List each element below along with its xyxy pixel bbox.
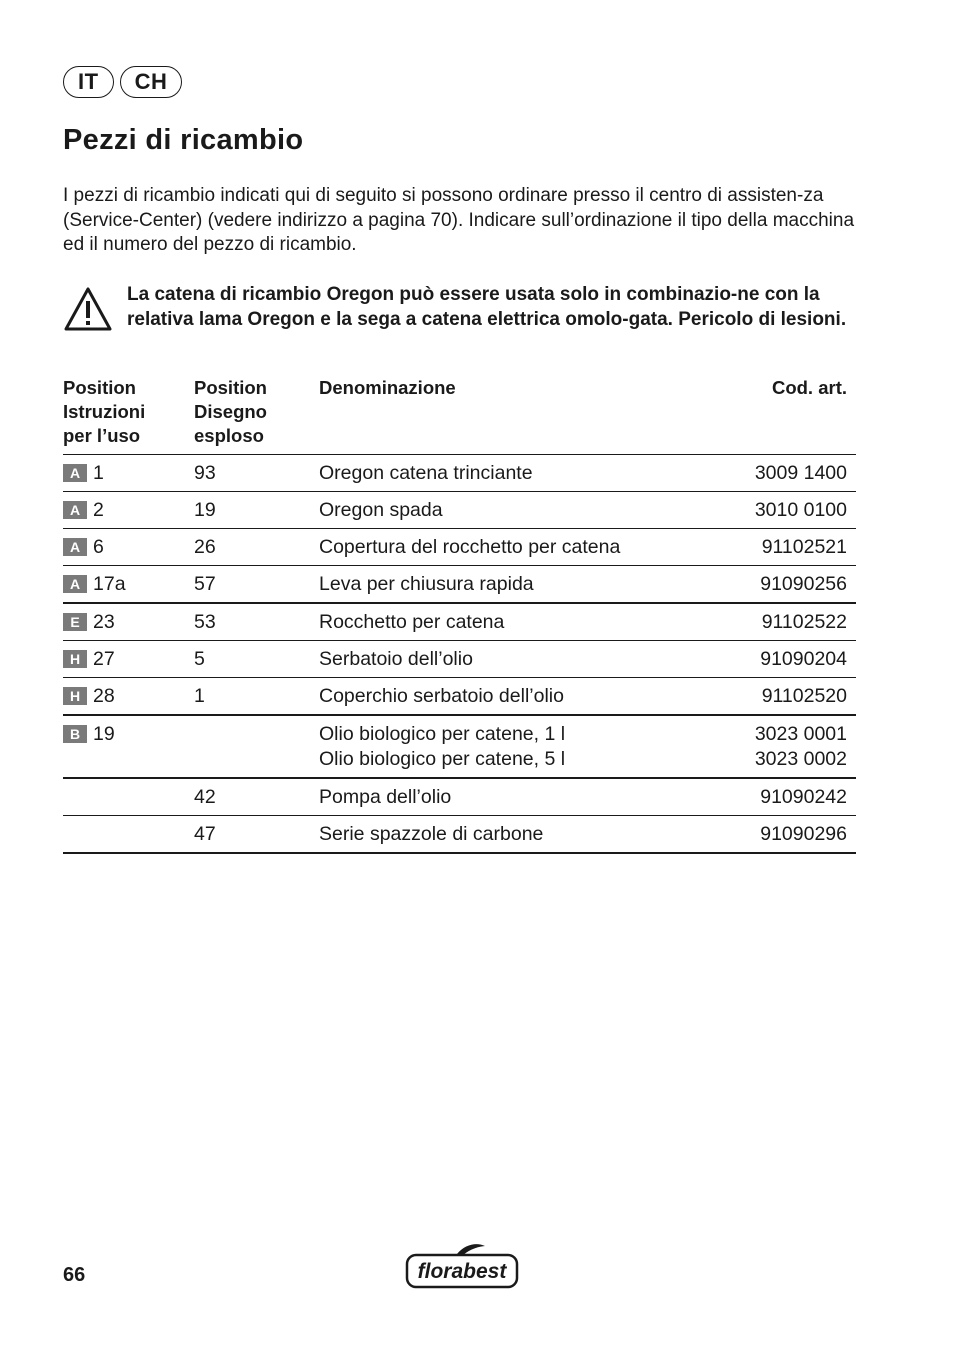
cell-code xyxy=(721,529,856,566)
cell-name xyxy=(319,678,721,716)
cell-position-manual xyxy=(63,566,194,604)
part-name: Oregon spada xyxy=(319,499,443,521)
spare-parts-table xyxy=(63,376,856,854)
brand-wordmark: florabest xyxy=(417,1260,507,1283)
cell-position-manual xyxy=(63,492,194,529)
cell-code xyxy=(721,566,856,604)
cell-position-drawing: 19 xyxy=(194,492,319,529)
cell-position-drawing: 1 xyxy=(194,678,319,716)
figure-badge: A xyxy=(63,575,87,593)
part-code: 3023 0001 xyxy=(754,723,847,745)
cell-name xyxy=(319,566,721,604)
language-badges xyxy=(63,66,182,98)
table-row xyxy=(63,641,856,678)
figure-badge: H xyxy=(63,650,87,668)
cell-position-drawing: 5 xyxy=(194,641,319,678)
position-manual-value: 6 xyxy=(93,536,104,558)
table-header-row xyxy=(63,376,856,455)
part-code: 91090204 xyxy=(760,648,847,670)
cell-code xyxy=(721,715,856,778)
cell-position-manual xyxy=(63,778,194,816)
cell-name xyxy=(319,715,721,778)
table-row xyxy=(63,455,856,492)
part-code: 91102522 xyxy=(761,611,847,633)
cell-code xyxy=(721,455,856,492)
cell-code xyxy=(721,816,856,854)
table-body xyxy=(63,455,856,854)
cell-position-manual xyxy=(63,641,194,678)
cell-position-drawing: 42 xyxy=(194,778,319,816)
cell-name xyxy=(319,455,721,492)
header-position-drawing: Position Disegno esploso xyxy=(194,376,319,455)
figure-badge: A xyxy=(63,501,87,519)
figure-badge: A xyxy=(63,464,87,482)
cell-name xyxy=(319,816,721,854)
cell-code xyxy=(721,641,856,678)
part-name: Olio biologico per catene, 5 l xyxy=(319,748,566,770)
cell-name xyxy=(319,603,721,641)
cell-position-manual xyxy=(63,816,194,854)
part-name: Pompa dell’olio xyxy=(319,786,452,808)
cell-name xyxy=(319,492,721,529)
cell-code xyxy=(721,678,856,716)
table-row xyxy=(63,566,856,604)
page-title: Pezzi di ricambio xyxy=(63,124,304,156)
position-manual-value: 17a xyxy=(93,573,126,595)
language-badge-it: IT xyxy=(63,66,114,98)
position-manual-value: 23 xyxy=(93,611,115,633)
figure-badge: A xyxy=(63,538,87,556)
figure-badge: E xyxy=(63,613,87,631)
part-code: 3010 0100 xyxy=(754,499,847,521)
cell-position-manual xyxy=(63,529,194,566)
warning-text: La catena di ricambio Oregon può essere usata solo in combinazio-ne con la relativa lama Oregon e la sega a catena elettrica omolo-gata. Pericolo di lesioni. xyxy=(127,284,847,330)
part-code: 91090256 xyxy=(760,573,847,595)
position-manual-value: 19 xyxy=(93,723,115,745)
position-manual-value: 2 xyxy=(93,499,104,521)
warning-triangle-icon xyxy=(63,286,113,332)
cell-position-manual xyxy=(63,678,194,716)
cell-position-manual xyxy=(63,455,194,492)
part-code: 91090242 xyxy=(760,786,847,808)
language-badge-ch: CH xyxy=(120,66,183,98)
cell-position-drawing: 47 xyxy=(194,816,319,854)
part-code: 91102520 xyxy=(761,685,847,707)
part-name: Serbatoio dell’olio xyxy=(319,648,473,670)
part-code: 91102521 xyxy=(761,536,847,558)
intro-paragraph: I pezzi di ricambio indicati qui di seguito si possono ordinare presso il centro di assisten-za (Service-Center) (vedere indirizzo a pagina 70). Indicare sull’ordinazione il tipo della macchina ed il numero del pezzo di ricambio. xyxy=(63,185,855,255)
part-name: Coperchio serbatoio dell’olio xyxy=(319,685,564,707)
cell-code xyxy=(721,492,856,529)
table-row xyxy=(63,678,856,716)
cell-position-drawing: 26 xyxy=(194,529,319,566)
part-code: 3009 1400 xyxy=(754,462,847,484)
figure-badge: B xyxy=(63,725,87,743)
cell-position-manual xyxy=(63,603,194,641)
part-code: 3023 0002 xyxy=(754,748,847,770)
cell-position-drawing: 53 xyxy=(194,603,319,641)
table-row xyxy=(63,492,856,529)
cell-code xyxy=(721,603,856,641)
part-name: Olio biologico per catene, 1 l xyxy=(319,723,566,745)
position-manual-value: 27 xyxy=(93,648,115,670)
table-row xyxy=(63,715,856,778)
part-name: Copertura del rocchetto per catena xyxy=(319,536,621,558)
cell-position-drawing: 57 xyxy=(194,566,319,604)
cell-name xyxy=(319,778,721,816)
cell-name xyxy=(319,529,721,566)
cell-position-drawing: 93 xyxy=(194,455,319,492)
table-row xyxy=(63,778,856,816)
part-name: Serie spazzole di carbone xyxy=(319,823,544,845)
warning-block xyxy=(63,282,863,332)
cell-code xyxy=(721,778,856,816)
cell-position-manual xyxy=(63,715,194,778)
part-name: Rocchetto per catena xyxy=(319,611,505,633)
part-code: 91090296 xyxy=(760,823,847,845)
page-number: 66 xyxy=(63,1264,86,1286)
part-name: Leva per chiusura rapida xyxy=(319,573,534,595)
header-name: Denominazione xyxy=(319,376,721,455)
position-manual-value: 28 xyxy=(93,685,115,707)
cell-name xyxy=(319,641,721,678)
table-row xyxy=(63,603,856,641)
position-manual-value: 1 xyxy=(93,462,104,484)
figure-badge: H xyxy=(63,687,87,705)
table-row xyxy=(63,529,856,566)
table-row xyxy=(63,816,856,854)
header-code: Cod. art. xyxy=(721,376,856,455)
header-position-manual: Position Istruzioni per l’uso xyxy=(63,376,194,455)
cell-position-drawing xyxy=(194,715,319,778)
part-name: Oregon catena trinciante xyxy=(319,462,533,484)
florabest-logo xyxy=(405,1242,519,1290)
